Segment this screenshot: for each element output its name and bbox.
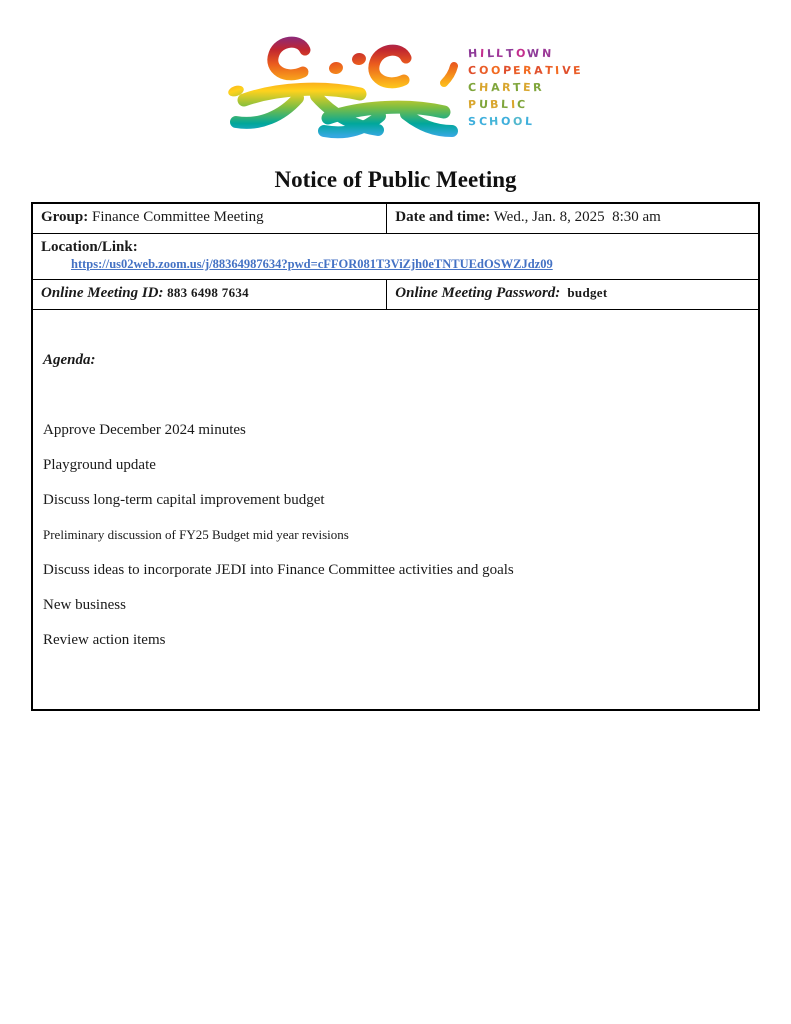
zoom-meeting-link[interactable]: https://us02web.zoom.us/j/88364987634?pwd=cFFOR081T3ViZjh0eTNTUEdOSWZJdz09 — [71, 256, 553, 271]
meeting-info-table — [31, 202, 760, 711]
location-label: Location/Link: — [41, 238, 138, 255]
table-row-meeting-id-password — [32, 279, 759, 309]
agenda-item: Approve December 2024 minutes — [43, 421, 246, 438]
datetime-value: Wed., Jan. 8, 2025 8:30 am — [490, 209, 661, 226]
logo-text-line: CHARTER — [467, 80, 544, 94]
datetime-label: Date and time: — [395, 209, 491, 226]
location-cell — [32, 233, 759, 279]
agenda-item: New business — [43, 596, 126, 613]
agenda-item: Discuss long-term capital improvement budget — [43, 491, 325, 508]
agenda-item: Preliminary discussion of FY25 Budget mid year revisions — [43, 526, 349, 542]
logo-text — [468, 39, 583, 130]
meeting-id-cell — [32, 279, 387, 309]
meeting-id-label: Online Meeting ID: — [41, 285, 164, 301]
agenda-item: Review action items — [43, 631, 166, 648]
agenda-item: Discuss ideas to incorporate JEDI into Finance Committee activities and goals — [43, 561, 514, 578]
agenda-label: Agenda: — [43, 351, 96, 368]
dancing-figures-icon — [208, 28, 458, 140]
datetime-cell — [387, 203, 759, 233]
group-cell — [32, 203, 387, 233]
school-logo — [0, 28, 791, 140]
logo-text-line: SCHOOL — [467, 114, 535, 128]
agenda-list — [43, 422, 748, 648]
password-value: budget — [560, 285, 608, 300]
logo-text-line: HILLTOWN — [467, 46, 555, 60]
password-label: Online Meeting Password: — [395, 285, 561, 301]
table-row-location — [32, 233, 759, 279]
group-value: Finance Committee Meeting — [88, 209, 264, 226]
table-row-group-datetime — [32, 203, 759, 233]
table-row-agenda — [32, 309, 759, 710]
group-label: Group: — [41, 209, 89, 226]
agenda-cell — [32, 309, 759, 710]
password-cell — [387, 279, 759, 309]
logo-text-line: PUBLIC — [467, 97, 529, 111]
agenda-item: Playground update — [43, 456, 156, 473]
logo-text-line: COOPERATIVE — [467, 63, 584, 77]
meeting-id-value: 883 6498 7634 — [163, 285, 249, 300]
page-title: Notice of Public Meeting — [274, 167, 517, 192]
